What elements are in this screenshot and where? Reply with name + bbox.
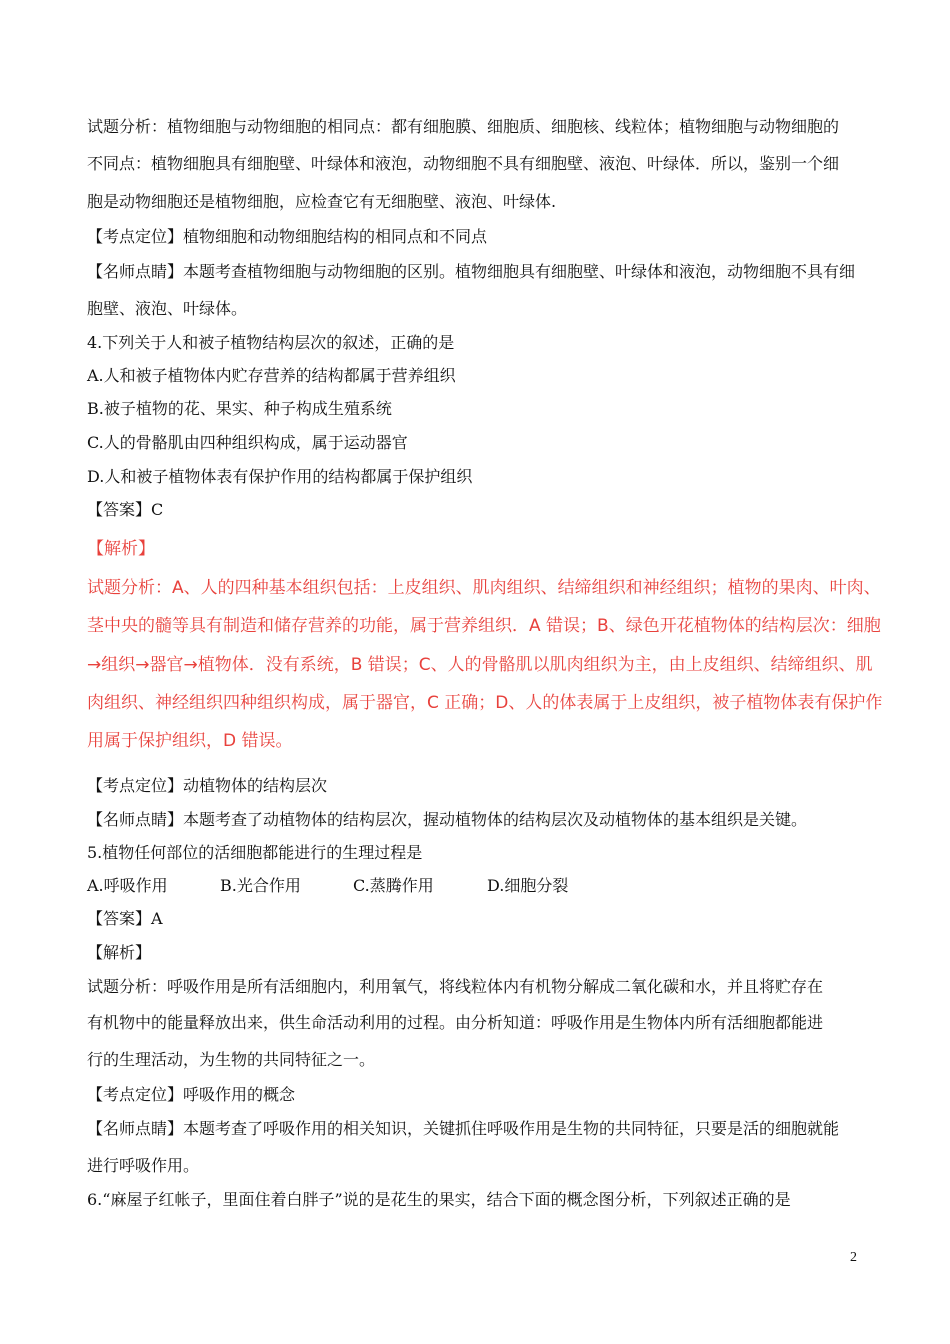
kaodian-line: 【考点定位】动植物体的结构层次: [87, 776, 328, 795]
kaodian-line: 【考点定位】植物细胞和动物细胞结构的相同点和不同点: [87, 227, 488, 246]
analysis-line: 不同点：植物细胞具有细胞壁、叶绿体和液泡，动物细胞不具有细胞壁、液泡、叶绿体．所以，鉴别一个细: [87, 154, 840, 173]
mingshi-line: 【名师点睛】本题考查了动植物体的结构层次，握动植物体的结构层次及动植物体的基本组织是关键。: [87, 810, 808, 829]
option-c: C.蒸腾作用: [353, 876, 434, 895]
kaodian-line: 【考点定位】呼吸作用的概念: [87, 1085, 296, 1104]
question-6: 6.“麻屋子红帐子，里面住着白胖子”说的是花生的果实，结合下面的概念图分析，下列叙述正确的是: [87, 1190, 791, 1209]
option-a: A.呼吸作用: [87, 876, 168, 895]
page-number: 2: [850, 1250, 857, 1265]
mingshi-line: 进行呼吸作用。: [87, 1156, 200, 1175]
option-line: B.被子植物的花、果实、种子构成生殖系统: [87, 399, 392, 418]
jiexi-heading: 【解析】: [87, 943, 152, 962]
analysis-line: 试题分析：植物细胞与动物细胞的相同点：都有细胞膜、细胞质、细胞核、线粒体；植物细胞与动物细胞的: [87, 117, 840, 136]
analysis-red-line: →组织→器官→植物体．没有系统，B 错误；C、人的骨骼肌以肌肉组织为主，由上皮组织、结缔组织、肌: [87, 655, 873, 675]
answer-line: 【答案】C: [87, 500, 164, 519]
option-line: A.人和被子植物体内贮存营养的结构都属于营养组织: [87, 366, 456, 385]
q5-options-row: [87, 876, 877, 896]
option-line: D.人和被子植物体表有保护作用的结构都属于保护组织: [87, 467, 473, 486]
analysis-line: 试题分析：呼吸作用是所有活细胞内，利用氧气，将线粒体内有机物分解成二氧化碳和水，并且将贮存在: [87, 977, 824, 996]
mingshi-line: 【名师点睛】本题考查植物细胞与动物细胞的区别。植物细胞具有细胞壁、叶绿体和液泡，动物细胞不具有细: [87, 262, 856, 281]
analysis-red-line: 茎中央的髓等具有制造和储存营养的功能，属于营养组织．A 错误；B、绿色开花植物体的结构层次：细胞: [87, 616, 881, 636]
answer-line: 【答案】A: [87, 909, 163, 928]
mingshi-line: 【名师点睛】本题考查了呼吸作用的相关知识，关键抓住呼吸作用是生物的共同特征，只要是活的细胞就能: [87, 1119, 840, 1138]
question-5: 5.植物任何部位的活细胞都能进行的生理过程是: [87, 843, 423, 862]
mingshi-line: 胞壁、液泡、叶绿体。: [87, 299, 248, 318]
analysis-red-line: 用属于保护组织，D 错误。: [87, 731, 293, 751]
option-line: C.人的骨骼肌由四种组织构成，属于运动器官: [87, 433, 408, 452]
option-d: D.细胞分裂: [487, 876, 569, 895]
question-4: 4.下列关于人和被子植物结构层次的叙述，正确的是: [87, 333, 455, 352]
analysis-line: 胞是动物细胞还是植物细胞，应检查它有无细胞壁、液泡、叶绿体.: [87, 192, 557, 211]
analysis-line: 行的生理活动，为生物的共同特征之一。: [87, 1050, 376, 1069]
jiexi-heading: 【解析】: [87, 539, 155, 559]
analysis-line: 有机物中的能量释放出来，供生命活动利用的过程。由分析知道：呼吸作用是生物体内所有活细胞都能进: [87, 1013, 824, 1032]
analysis-red-line: 肉组织、神经组织四种组织构成，属于器官，C 正确；D、人的体表属于上皮组织，被子植物体表有保护作: [87, 693, 883, 713]
option-b: B.光合作用: [220, 876, 301, 895]
analysis-red-line: 试题分析：A、人的四种基本组织包括：上皮组织、肌肉组织、结缔组织和神经组织；植物的果肉、叶肉、: [87, 578, 881, 598]
